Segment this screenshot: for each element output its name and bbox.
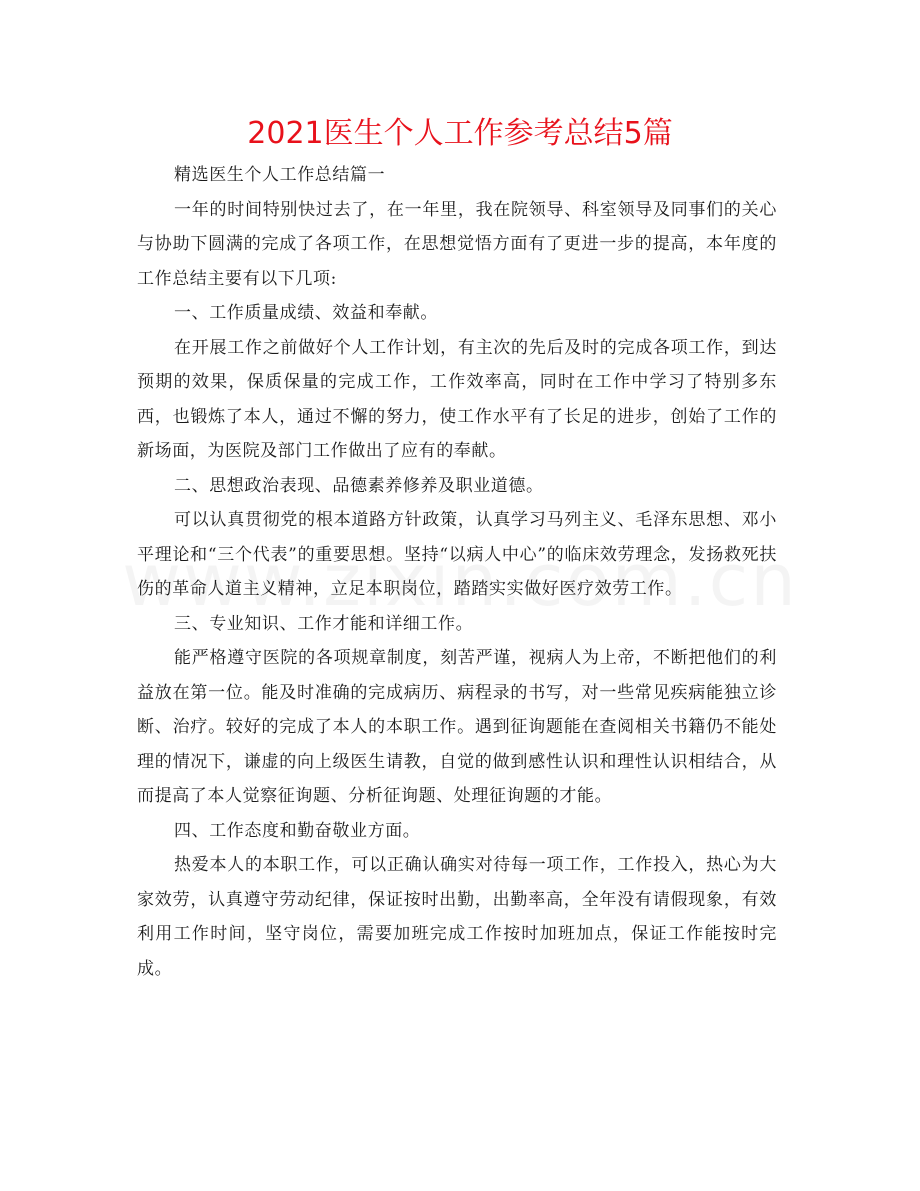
section-heading-attitude: 四、工作态度和勤奋敬业方面。: [174, 820, 421, 841]
intro-paragraph: 一年的时间特别快过去了，在一年里，我在院领导、科室领导及同事们的关心与协助下圆满的完成了各项工作，在思想觉悟方面有了更进一步的提高，本年度的工作总结主要有以下几项:: [137, 199, 777, 289]
section-heading-quality: 一、工作质量成绩、效益和奉献。: [174, 303, 438, 323]
body-paragraph-quality: 在开展工作之前做好个人工作计划，有主次的先后及时的完成各项工作，到达预期的效果，保质保量的完成工作，工作效率高，同时在工作中学习了特别多东西，也锻炼了本人，通过不懈的努力，使工作水平有了长足的进步，创始了工作的新场面，为医院及部门工作做出了应有的奉献。: [137, 337, 777, 461]
body-paragraph-attitude: 热爱本人的本职工作，可以正确认确实对待每一项工作，工作投入，热心为大家效劳，认真遵守劳动纪律，保证按时出勤，出勤率高，全年没有请假现象，有效利用工作时间，坚守岗位，需要加班完成工作按时加班加点，保证工作能按时完成。: [137, 855, 777, 979]
section-heading-ideology: 二、思想政治表现、品德素养修养及职业道德。: [174, 475, 544, 496]
body-paragraph-ideology: 可以认真贯彻党的根本道路方针政策，认真学习马列主义、毛泽东思想、邓小平理论和“三个代表”的重要思想。坚持“以病人中心”的临床效劳理念，发扬救死扶伤的革命人道主义精神，立足本职岗位，踏踏实实做好医疗效劳工作。: [137, 510, 777, 599]
body-paragraph-professional: 能严格遵守医院的各项规章制度，刻苦严谨，视病人为上帝，不断把他们的利益放在第一位。能及时准确的完成病历、病程录的书写，对一些常见疾病能独立诊断、治疗。较好的完成了本人的本职工作。遇到征询题能在查阅相关书籍仍不能处理的情况下，谦虚的向上级医生请教，自觉的做到感性认识和理性认识相结合，从而提高了本人觉察征询题、分析征询题、处理征询题的才能。: [137, 648, 777, 806]
document-title: 2021医生个人工作参考总结5篇: [247, 116, 673, 151]
document-body: [137, 158, 777, 986]
section-heading-professional: 三、专业知识、工作才能和详细工作。: [174, 613, 474, 634]
section-heading-article-one: 精选医生个人工作总结篇一: [174, 165, 386, 185]
